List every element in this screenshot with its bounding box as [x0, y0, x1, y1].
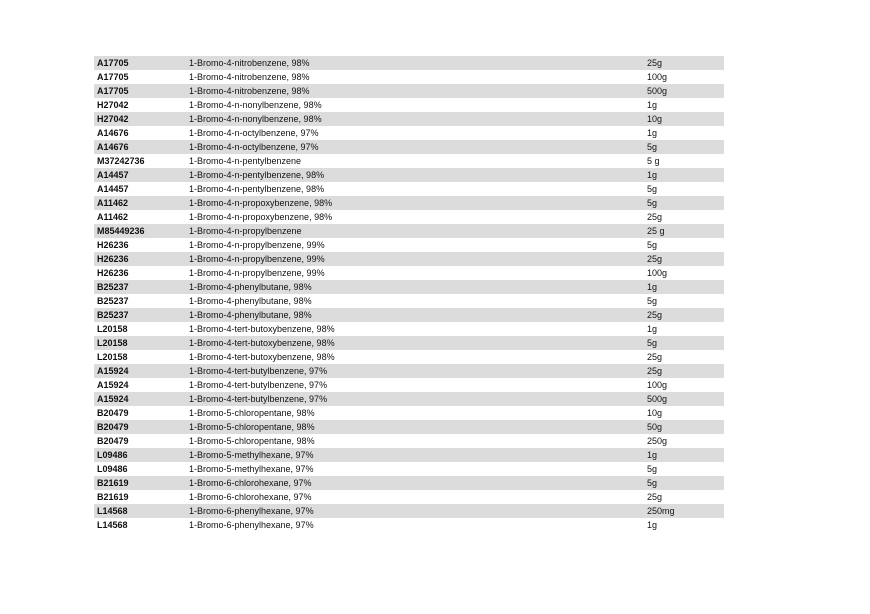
item-quantity: 5g — [647, 184, 658, 194]
item-quantity: 1g — [647, 450, 658, 460]
item-name: 1-Bromo-4-n-nonylbenzene, 98% — [189, 114, 322, 124]
item-code: H26236 — [97, 268, 129, 278]
item-code: A17705 — [97, 86, 129, 96]
item-name: 1-Bromo-4-tert-butylbenzene, 97% — [189, 380, 328, 390]
item-code: H27042 — [97, 114, 129, 124]
item-quantity: 250g — [647, 436, 668, 446]
item-quantity: 50g — [647, 422, 663, 432]
item-code: B21619 — [97, 492, 129, 502]
item-name: 1-Bromo-4-tert-butoxybenzene, 98% — [189, 352, 335, 362]
item-name: 1-Bromo-4-n-pentylbenzene, 98% — [189, 170, 325, 180]
item-name: 1-Bromo-6-phenylhexane, 97% — [189, 506, 314, 516]
table-row — [94, 238, 724, 252]
item-name: 1-Bromo-4-tert-butylbenzene, 97% — [189, 366, 328, 376]
item-name: 1-Bromo-4-n-propylbenzene, 99% — [189, 268, 325, 278]
item-quantity: 5g — [647, 296, 658, 306]
item-quantity: 25g — [647, 352, 663, 362]
item-code: B25237 — [97, 310, 129, 320]
item-code: L14568 — [97, 520, 128, 530]
item-code: H26236 — [97, 240, 129, 250]
item-quantity: 5g — [647, 338, 658, 348]
item-name: 1-Bromo-4-n-propylbenzene, 99% — [189, 240, 325, 250]
item-code: A11462 — [97, 212, 129, 222]
table-row — [94, 154, 724, 168]
item-code: A14676 — [97, 128, 129, 138]
item-name: 1-Bromo-4-n-propoxybenzene, 98% — [189, 212, 333, 222]
item-quantity: 1g — [647, 520, 658, 530]
item-quantity: 100g — [647, 268, 668, 278]
item-quantity: 500g — [647, 86, 668, 96]
item-quantity: 25g — [647, 492, 663, 502]
item-quantity: 500g — [647, 394, 668, 404]
item-name: 1-Bromo-4-tert-butoxybenzene, 98% — [189, 324, 335, 334]
item-code: A15924 — [97, 366, 129, 376]
item-name: 1-Bromo-5-chloropentane, 98% — [189, 408, 315, 418]
item-code: A17705 — [97, 58, 129, 68]
table-row — [94, 168, 724, 182]
item-name: 1-Bromo-5-methylhexane, 97% — [189, 464, 314, 474]
item-name: 1-Bromo-6-phenylhexane, 97% — [189, 520, 314, 530]
item-name: 1-Bromo-4-n-propoxybenzene, 98% — [189, 198, 333, 208]
table-row — [94, 98, 724, 112]
table-row — [94, 140, 724, 154]
item-name: 1-Bromo-6-chlorohexane, 97% — [189, 478, 312, 488]
item-quantity: 250mg — [647, 506, 675, 516]
item-quantity: 100g — [647, 72, 668, 82]
table-row — [94, 280, 724, 294]
item-quantity: 25g — [647, 212, 663, 222]
table-row — [94, 322, 724, 336]
item-quantity: 25g — [647, 58, 663, 68]
item-name: 1-Bromo-6-chlorohexane, 97% — [189, 492, 312, 502]
item-quantity: 5g — [647, 142, 658, 152]
table-row — [94, 392, 724, 406]
item-code: A11462 — [97, 198, 129, 208]
item-name: 1-Bromo-4-phenylbutane, 98% — [189, 296, 312, 306]
item-quantity: 25g — [647, 310, 663, 320]
table-row — [94, 210, 724, 224]
item-code: B25237 — [97, 282, 129, 292]
table-row — [94, 434, 724, 448]
table-row — [94, 70, 724, 84]
item-quantity: 1g — [647, 170, 658, 180]
item-quantity: 1g — [647, 100, 658, 110]
table-row — [94, 490, 724, 504]
item-quantity: 1g — [647, 324, 658, 334]
item-name: 1-Bromo-4-phenylbutane, 98% — [189, 310, 312, 320]
item-name: 1-Bromo-4-n-pentylbenzene — [189, 156, 302, 166]
table-row — [94, 266, 724, 280]
item-code: L20158 — [97, 324, 128, 334]
item-name: 1-Bromo-4-nitrobenzene, 98% — [189, 86, 310, 96]
table-row — [94, 84, 724, 98]
table-row — [94, 196, 724, 210]
item-quantity: 25g — [647, 366, 663, 376]
item-code: H26236 — [97, 254, 129, 264]
item-code: B20479 — [97, 408, 129, 418]
item-code: L14568 — [97, 506, 128, 516]
table-row — [94, 252, 724, 266]
table-row — [94, 308, 724, 322]
item-code: A15924 — [97, 380, 129, 390]
table-row — [94, 462, 724, 476]
item-quantity: 5g — [647, 464, 658, 474]
table-body — [94, 56, 724, 532]
item-code: B25237 — [97, 296, 129, 306]
item-name: 1-Bromo-4-n-propylbenzene — [189, 226, 302, 236]
product-table — [94, 56, 724, 532]
item-name: 1-Bromo-4-n-propylbenzene, 99% — [189, 254, 325, 264]
item-code: B21619 — [97, 478, 129, 488]
table-row — [94, 420, 724, 434]
item-name: 1-Bromo-4-tert-butylbenzene, 97% — [189, 394, 328, 404]
item-name: 1-Bromo-4-n-octylbenzene, 97% — [189, 142, 319, 152]
item-code: A14457 — [97, 184, 129, 194]
item-quantity: 5 g — [647, 156, 660, 166]
item-quantity: 25 g — [647, 226, 665, 236]
item-quantity: 5g — [647, 198, 658, 208]
table-row — [94, 448, 724, 462]
item-code: L09486 — [97, 450, 128, 460]
item-name: 1-Bromo-4-tert-butoxybenzene, 98% — [189, 338, 335, 348]
table-row — [94, 56, 724, 70]
item-name: 1-Bromo-4-nitrobenzene, 98% — [189, 72, 310, 82]
item-name: 1-Bromo-4-nitrobenzene, 98% — [189, 58, 310, 68]
table-row — [94, 224, 724, 238]
table-row — [94, 350, 724, 364]
table-row — [94, 336, 724, 350]
item-code: M37242736 — [97, 156, 145, 166]
table-row — [94, 518, 724, 532]
item-name: 1-Bromo-5-methylhexane, 97% — [189, 450, 314, 460]
table-row — [94, 378, 724, 392]
table-row — [94, 112, 724, 126]
table-row — [94, 294, 724, 308]
item-code: A17705 — [97, 72, 129, 82]
table-row — [94, 504, 724, 518]
item-name: 1-Bromo-5-chloropentane, 98% — [189, 422, 315, 432]
table-row — [94, 364, 724, 378]
table-row — [94, 182, 724, 196]
item-name: 1-Bromo-4-n-nonylbenzene, 98% — [189, 100, 322, 110]
item-code: A14457 — [97, 170, 129, 180]
item-code: B20479 — [97, 422, 129, 432]
item-quantity: 100g — [647, 380, 668, 390]
item-code: H27042 — [97, 100, 129, 110]
item-code: L20158 — [97, 338, 128, 348]
item-code: A14676 — [97, 142, 129, 152]
item-code: L09486 — [97, 464, 128, 474]
item-quantity: 10g — [647, 408, 663, 418]
table-row — [94, 126, 724, 140]
item-quantity: 1g — [647, 282, 658, 292]
item-name: 1-Bromo-4-n-octylbenzene, 97% — [189, 128, 319, 138]
table-row — [94, 406, 724, 420]
item-code: L20158 — [97, 352, 128, 362]
item-quantity: 5g — [647, 240, 658, 250]
item-name: 1-Bromo-4-phenylbutane, 98% — [189, 282, 312, 292]
table-row — [94, 476, 724, 490]
item-code: M85449236 — [97, 226, 145, 236]
item-quantity: 5g — [647, 478, 658, 488]
item-name: 1-Bromo-4-n-pentylbenzene, 98% — [189, 184, 325, 194]
item-code: B20479 — [97, 436, 129, 446]
item-name: 1-Bromo-5-chloropentane, 98% — [189, 436, 315, 446]
item-quantity: 25g — [647, 254, 663, 264]
item-quantity: 10g — [647, 114, 663, 124]
item-code: A15924 — [97, 394, 129, 404]
item-quantity: 1g — [647, 128, 658, 138]
